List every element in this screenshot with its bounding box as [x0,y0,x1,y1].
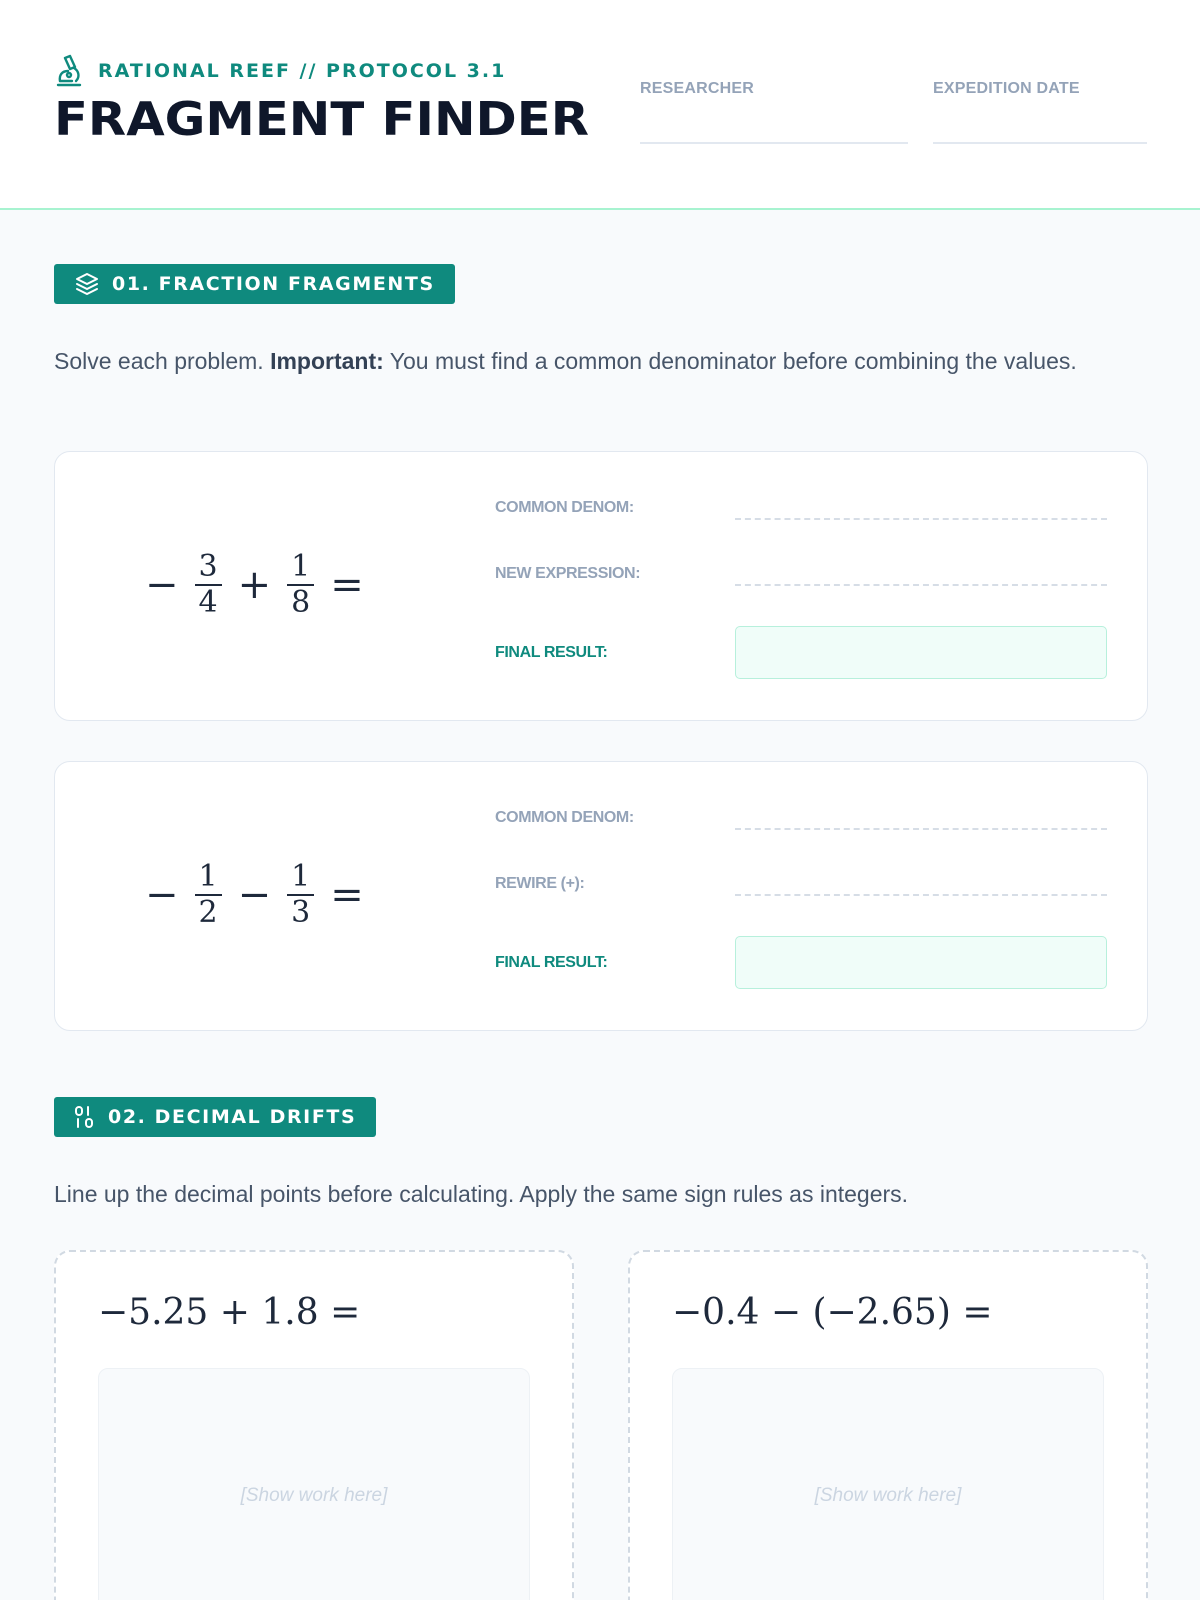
show-work-placeholder: [Show work here] [814,1485,962,1506]
common-denom-label: COMMON DENOM: [495,499,634,516]
final-result-input[interactable] [735,936,1107,989]
expedition-date-input-line[interactable] [933,142,1147,144]
fraction [287,859,314,930]
fraction-expression [145,549,364,620]
fraction-instructions [54,344,1148,378]
numerator: 1 [287,552,314,586]
microscope-icon [54,54,84,88]
decimal-instructions: Line up the decimal points before calculating. Apply the same sign rules as integers. [54,1181,909,1207]
common-denom-input[interactable] [735,496,1107,520]
denominator: 8 [291,585,311,620]
numerator: 1 [287,862,314,896]
layers-icon [74,271,100,297]
common-denom-row [495,496,1107,520]
brand-text: RATIONAL REEF // PROTOCOL 3.1 [98,60,507,82]
new-expression-row [495,562,1107,586]
denominator: 2 [198,895,218,930]
researcher-label: RESEARCHER [640,80,755,97]
decimal-expression: −0.4 − (−2.65) = [672,1292,993,1333]
section-badge-fraction-fragments [54,264,455,304]
decimal-problem-card [628,1250,1148,1600]
common-denom-input[interactable] [735,806,1107,830]
equals-sign: = [330,562,364,608]
denominator: 3 [291,895,311,930]
negative-sign: − [145,562,179,608]
fraction-problem-card [54,761,1148,1031]
decimal-expression: −5.25 + 1.8 = [98,1292,361,1333]
common-denom-label: COMMON DENOM: [495,809,634,826]
page-header [0,0,1200,210]
brand-row [54,54,506,88]
denominator: 4 [198,585,218,620]
rewire-row [495,872,1107,896]
new-expression-label: NEW EXPRESSION: [495,565,641,582]
show-work-area[interactable] [672,1368,1104,1600]
operator: + [237,562,272,608]
show-work-area[interactable] [98,1368,530,1600]
rewire-input[interactable] [735,872,1107,896]
negative-sign: − [145,872,179,918]
final-result-row [495,936,1107,989]
numerator: 3 [195,552,222,586]
new-expression-input[interactable] [735,562,1107,586]
binary-icon [74,1104,96,1130]
fraction-expression [145,859,364,930]
instructions-prefix: Solve each problem. [54,348,264,374]
show-work-placeholder: [Show work here] [240,1485,388,1506]
equals-sign: = [330,872,364,918]
expedition-date-label: EXPEDITION DATE [933,80,1080,97]
final-result-input[interactable] [735,626,1107,679]
page-title: FRAGMENT FINDER [54,92,589,146]
fraction-problem-card [54,451,1148,721]
section-title: 02. DECIMAL DRIFTS [108,1106,357,1128]
final-result-label: FINAL RESULT: [495,643,608,661]
fraction [195,859,222,930]
numerator: 1 [195,862,222,896]
decimal-problem-card [54,1250,574,1600]
final-result-label: FINAL RESULT: [495,953,608,971]
instructions-emphasis: Important: [270,348,384,374]
fraction [195,549,222,620]
rewire-label: REWIRE (+): [495,875,585,892]
instructions-suffix: You must find a common denominator before combining the values. [389,348,1077,374]
final-result-row [495,626,1107,679]
researcher-input-line[interactable] [640,142,908,144]
expedition-date-field[interactable] [933,80,1147,144]
researcher-field[interactable] [640,80,908,144]
section-title: 01. FRACTION FRAGMENTS [112,273,435,295]
operator: − [237,872,272,918]
section-badge-decimal-drifts [54,1097,376,1137]
fraction [287,549,314,620]
common-denom-row [495,806,1107,830]
